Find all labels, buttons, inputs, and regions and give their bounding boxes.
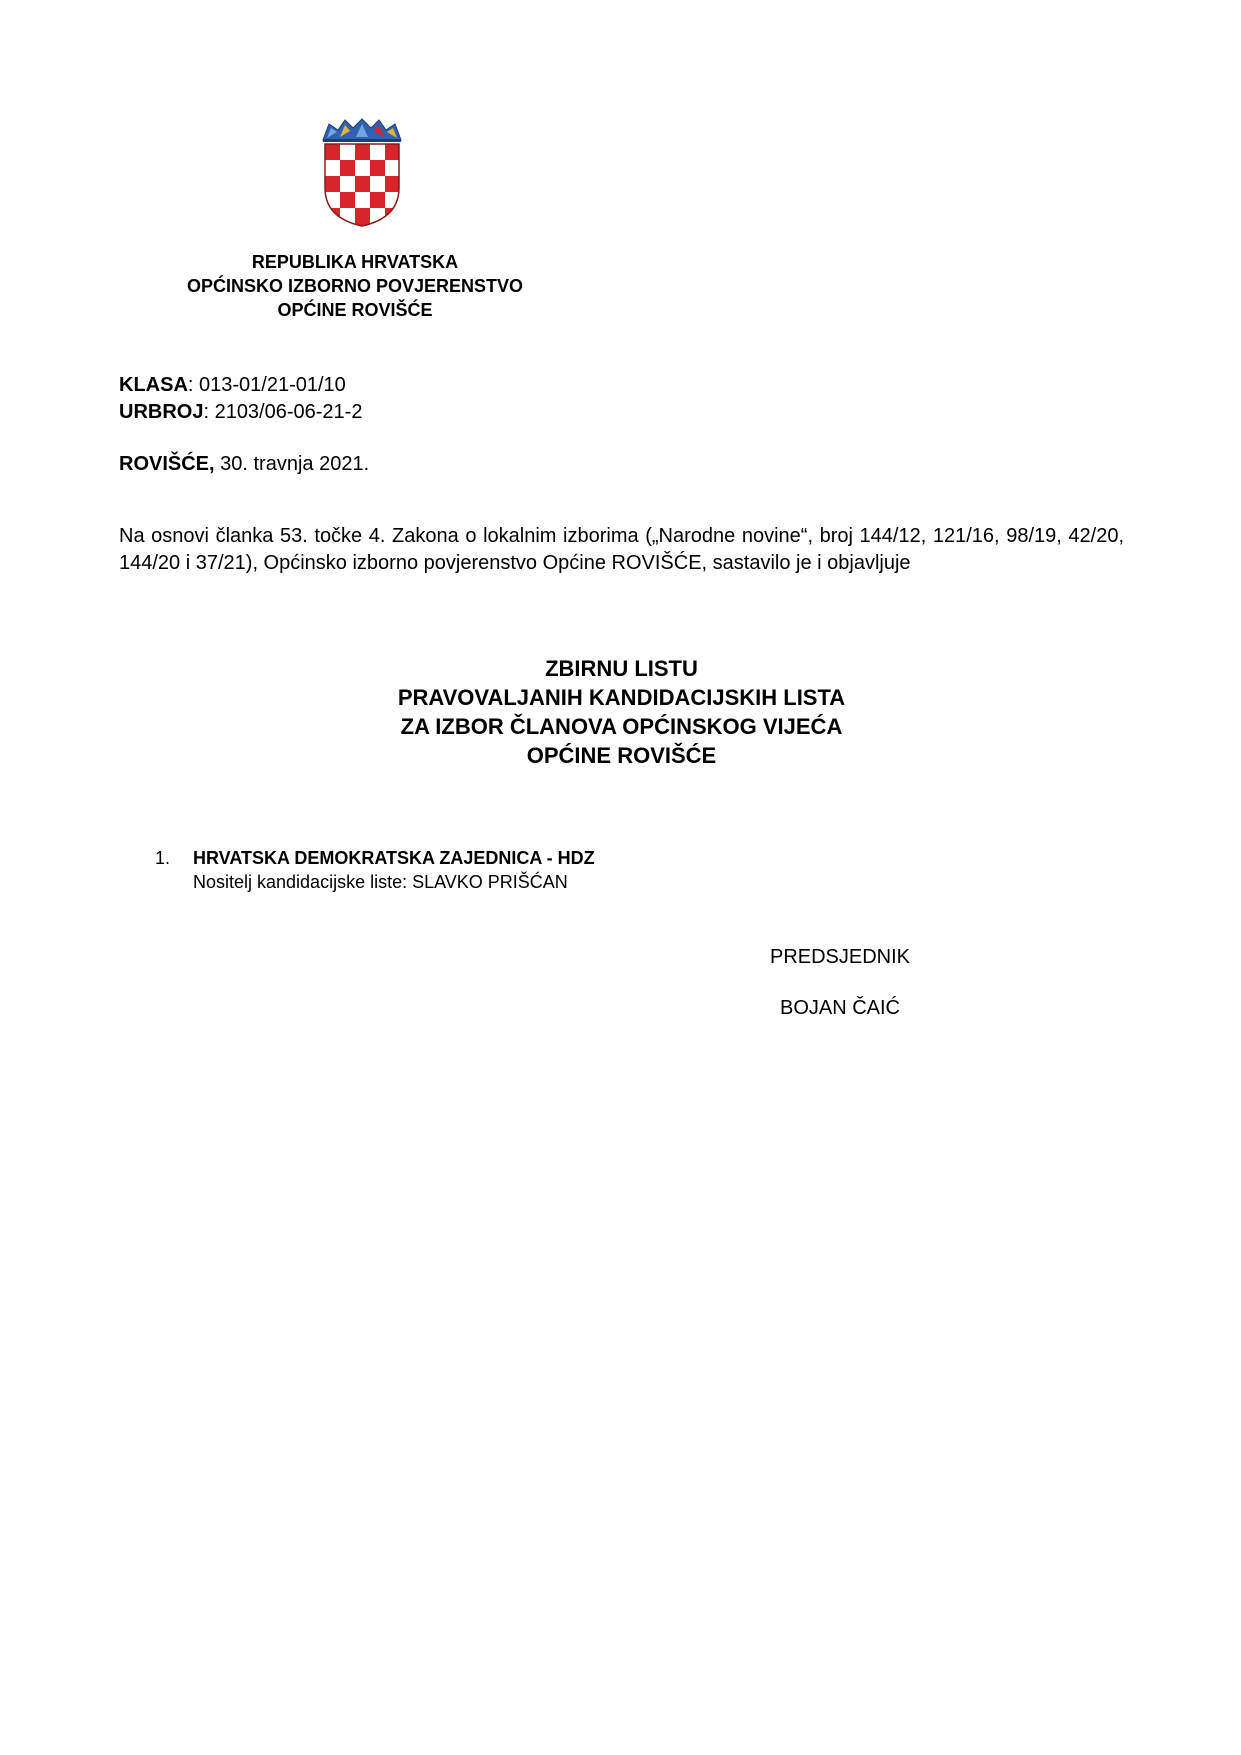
list-holder: Nositelj kandidacijske liste: SLAVKO PRIŠĆAN [193, 872, 568, 892]
title-line-4: OPĆINE ROVIŠĆE [526, 743, 717, 768]
header-line-country: REPUBLIKA HRVATSKA [251, 252, 459, 272]
issuer-header [140, 250, 570, 322]
party-name: HRVATSKA DEMOKRATSKA ZAJEDNICA - HDZ [193, 848, 595, 868]
date-value: 30. travnja 2021. [214, 453, 370, 475]
signature-role: PREDSJEDNIK [769, 946, 911, 968]
title-line-2: PRAVOVALJANIH KANDIDACIJSKIH LISTA [397, 685, 846, 710]
coat-of-arms-icon [319, 118, 405, 228]
klasa-value: : 013-01/21-01/10 [187, 374, 346, 396]
place-label: ROVIŠĆE, [119, 453, 215, 475]
intro-paragraph: Na osnovi članka 53. točke 4. Zakona o lokalnim izborima („Narodne novine“, broj 144/12, 121/16, 98/19, 42/20, 144/20 i 37/21), Općinsko izborno povjerenstvo Općine ROVIŠĆE, sastavilo je i objavljuje [119, 525, 1124, 574]
list-item [193, 846, 893, 894]
urbroj-line [119, 399, 362, 426]
list-item-number: 1. [155, 848, 171, 868]
signature-name: BOJAN ČAIĆ [779, 997, 901, 1019]
klasa-label: KLASA [119, 374, 188, 396]
place-date-line [119, 451, 369, 478]
urbroj-value: : 2103/06-06-21-2 [203, 401, 363, 423]
crown [323, 119, 401, 142]
document-title [119, 654, 1124, 770]
urbroj-label: URBROJ [119, 401, 204, 423]
header-line-municipality: OPĆINE ROVIŠĆE [277, 300, 433, 320]
title-line-3: ZA IZBOR ČLANOVA OPĆINSKOG VIJEĆA [400, 714, 843, 739]
header-line-commission: OPĆINSKO IZBORNO POVJERENSTVO [186, 276, 524, 296]
title-line-1: ZBIRNU LISTU [545, 656, 698, 681]
klasa-line [119, 372, 346, 399]
